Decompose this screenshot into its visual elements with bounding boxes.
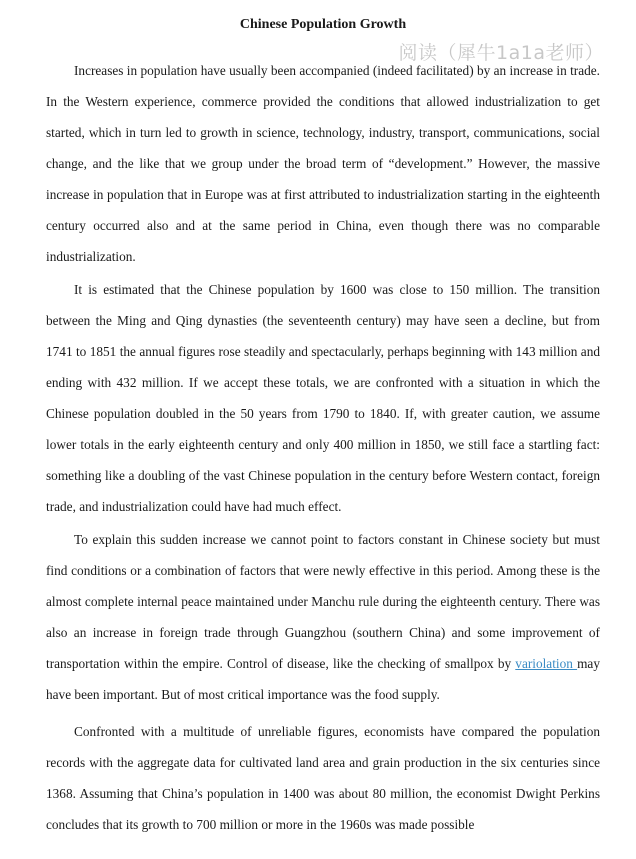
paragraph-3 — [46, 524, 600, 710]
paragraph-2: It is estimated that the Chinese population by 1600 was close to 150 million. The transition between the Ming and Qing dynasties (the seventeenth century) may have seen a decline, but from 1741 to 1851 the annual figures rose steadily and spectacularly, perhaps beginning with 143 million and ending with 432 million. If we accept these totals, we are confronted with a situation in which the Chinese population doubled in the 50 years from 1790 to 1840. If, with greater caution, we assume lower totals in the early eighteenth century and only 400 million in 1850, we still face a startling fact: something like a doubling of the vast Chinese population in the century before Western contact, foreign trade, and industrialization could have had much effect. — [46, 282, 600, 514]
paragraph-1: Increases in population have usually been accompanied (indeed facilitated) by an increase in trade. In the Western experience, commerce provided the conditions that allowed industrialization to get started, which in turn led to growth in science, technology, industry, transport, communications, social change, and the like that we group under the broad term of “development.” However, the massive increase in population that in Europe was at first attributed to industrialization starting in the eighteenth century occurred also and at the same period in China, even though there was no comparable industrialization. — [46, 63, 600, 264]
variolation-link[interactable]: variolation — [515, 656, 578, 671]
watermark: 阅读（犀牛1a1a老师） — [398, 42, 604, 64]
paragraph-3-text-after: may have been important. But of most critical importance was the food supply. — [46, 656, 600, 702]
document-title: Chinese Population Growth — [239, 17, 407, 32]
paragraph-3-text-before: To explain this sudden increase we cannot point to factors constant in Chinese society but must find conditions or a combination of factors that were newly effective in this period. Among these is the almost complete internal peace maintained under Manchu rule during the eighteenth century. There was also an increase in foreign trade through Guangzhou (southern China) and some improvement of transportation within the empire. Control of disease, like the checking of smallpox by — [46, 532, 600, 671]
paragraph-4: Confronted with a multitude of unreliable figures, economists have compared the population records with the aggregate data for cultivated land area and grain production in the six centuries since 1368. Assuming that China’s population in 1400 was about 80 million, the economist Dwight Perkins concludes that its growth to 700 million or more in the 1960s was made possible — [46, 724, 600, 832]
document-page — [46, 0, 600, 840]
